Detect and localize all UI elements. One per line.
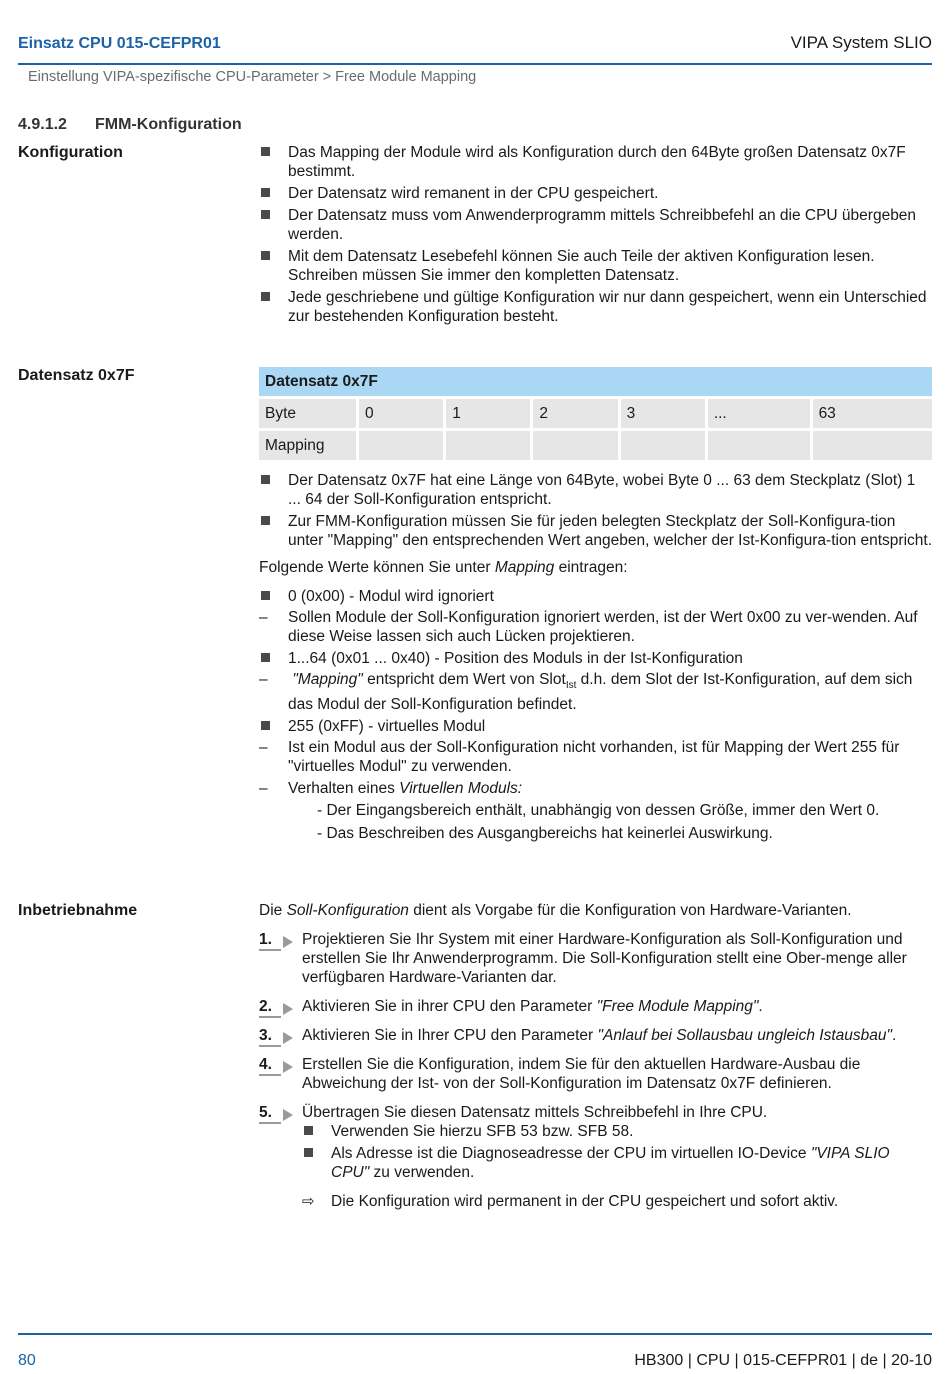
- behaviour-line: - Der Eingangsbereich enthält, unabhängig von dessen Größe, immer den Wert 0.: [317, 802, 880, 820]
- datensatz-table-wrap: [256, 364, 935, 463]
- step-arrow-icon: [283, 1032, 293, 1044]
- table-cell: 1: [446, 399, 530, 428]
- table-cell: [813, 431, 932, 460]
- section-number: 4.9.1.2: [18, 116, 67, 133]
- table-cell: 3: [621, 399, 705, 428]
- dash-item: – "Mapping" entspricht dem Wert von Slot$_{Ist}$ d.h. dem Slot der Ist-Konfiguration, auf dem sich das Modul der Soll-Konfiguration befindet.: [259, 670, 932, 714]
- header-divider: [18, 63, 932, 65]
- step-item: 4. Erstellen Sie die Konfiguration, indem Sie für den aktuellen Hardware-Ausbau die Abweichung der Ist- von der Soll-Konfiguration im Datensatz 0x7F definieren.: [259, 1056, 861, 1092]
- page-number: 80: [18, 1352, 36, 1369]
- table-cell: Byte: [259, 399, 356, 428]
- step-arrow-icon: [283, 1061, 293, 1073]
- dash-item: – Sollen Module der Soll-Konfiguration ignoriert werden, ist der Wert 0x00 zu ver-wenden. Auf diese Weise lassen sich auch Lücken projektieren.: [259, 608, 932, 646]
- values-intro: Folgende Werte können Sie unter Mapping eintragen:: [259, 559, 628, 576]
- konfiguration-content: [259, 143, 932, 329]
- list-item: Der Datensatz wird remanent in der CPU gespeichert.: [259, 184, 932, 203]
- list-item: 255 (0xFF) - virtuelles Modul – Ist ein Modul aus der Soll-Konfiguration nicht vorhanden, ist für Mapping der Wert 255 für "virtuelles Modul" zu verwenden. – Verhalten eines Virtuellen Moduls: - Der Eingangsbereich enthält, unabhängig von dessen Größe, immer den Wert 0. - Das Beschreiben des Ausgangbereichs hat keinerlei Auswirkung.: [259, 717, 932, 843]
- table-cell: [359, 431, 443, 460]
- result-arrow-icon: ⇨: [302, 1193, 315, 1210]
- table-cell: [621, 431, 705, 460]
- step-number: 1.: [259, 930, 293, 949]
- step-item: 5. Übertragen Sie diesen Datensatz mittels Schreibbefehl in Ihre CPU. Verwenden Sie hierzu SFB 53 bzw. SFB 58. Als Adresse ist die Diagnoseadresse der CPU im virtuellen IO-Device "VIPA SLIO CPU" zu verwenden. ⇨ Die Konfiguration wird permanent in der CPU gespeichert und sofort aktiv.: [259, 1103, 932, 1211]
- table-cell: [533, 431, 617, 460]
- table-row: [259, 399, 932, 428]
- list-item: Der Datensatz muss vom Anwenderprogramm mittels Schreibbefehl an die CPU übergeben werden.: [259, 206, 932, 244]
- document-chapter-title: Einsatz CPU 015-CEFPR01: [18, 35, 221, 52]
- step-arrow-icon: [283, 936, 293, 948]
- list-item: 1...64 (0x01 ... 0x40) - Position des Moduls in der Ist-Konfiguration – "Mapping" entspricht dem Wert von Slot$_{Ist}$ d.h. dem Slot der Ist-Konfiguration, auf dem sich das Modul der Soll-Konfiguration befindet.: [259, 649, 932, 714]
- table-title: Datensatz 0x7F: [259, 367, 932, 396]
- step-item: 3. Aktivieren Sie in Ihrer CPU den Parameter "Anlauf bei Sollausbau ungleich Istausbau".: [259, 1027, 897, 1044]
- step-number: 2.: [259, 997, 293, 1016]
- step-number: 3.: [259, 1026, 293, 1045]
- step5-list: [302, 1122, 932, 1182]
- step-arrow-icon: [283, 1109, 293, 1121]
- table-cell: [446, 431, 530, 460]
- table-cell: 63: [813, 399, 932, 428]
- list-item: Als Adresse ist die Diagnoseadresse der CPU im virtuellen IO-Device "VIPA SLIO CPU" zu verwenden.: [302, 1144, 932, 1182]
- datensatz-content: [259, 471, 932, 847]
- step-arrow-icon: [283, 1003, 293, 1015]
- footer-divider: [18, 1333, 932, 1335]
- side-heading-datensatz: Datensatz 0x7F: [18, 367, 135, 384]
- list-item: Mit dem Datensatz Lesebefehl können Sie auch Teile der aktiven Konfiguration lesen. Schreiben müssen Sie immer den kompletten Datensatz.: [259, 247, 932, 285]
- datensatz-list: [259, 471, 932, 550]
- breadcrumb: Einstellung VIPA-spezifische CPU-Parameter > Free Module Mapping: [28, 69, 477, 85]
- dash-list: [259, 608, 932, 646]
- inbetriebnahme-content: [259, 901, 932, 1221]
- dash-item: – Ist ein Modul aus der Soll-Konfiguration nicht vorhanden, ist für Mapping der Wert 255 für "virtuelles Modul" zu verwenden.: [259, 738, 932, 776]
- konfiguration-list: [259, 143, 932, 326]
- behaviour-line: - Das Beschreiben des Ausgangbereichs hat keinerlei Auswirkung.: [317, 825, 773, 843]
- list-item: Der Datensatz 0x7F hat eine Länge von 64Byte, wobei Byte 0 ... 63 dem Steckplatz (Slot) 1 ... 64 der Soll-Konfiguration entspricht.: [259, 471, 932, 509]
- step-number: 5.: [259, 1103, 293, 1122]
- table-cell: [708, 431, 810, 460]
- side-heading-inbetriebnahme: Inbetriebnahme: [18, 902, 138, 919]
- datensatz-table: [256, 364, 935, 463]
- table-cell: 0: [359, 399, 443, 428]
- dash-list: [259, 670, 932, 714]
- table-row: [259, 431, 932, 460]
- dash-item: – Verhalten eines Virtuellen Moduls:: [259, 779, 932, 798]
- table-cell: 2: [533, 399, 617, 428]
- step-item: 2. Aktivieren Sie in ihrer CPU den Parameter "Free Module Mapping".: [259, 998, 763, 1015]
- values-list: [259, 587, 932, 843]
- result-line: ⇨ Die Konfiguration wird permanent in der CPU gespeichert und sofort aktiv.: [302, 1193, 839, 1210]
- side-heading-konfiguration: Konfiguration: [18, 144, 123, 161]
- product-title: VIPA System SLIO: [790, 33, 932, 52]
- document-reference: HB300 | CPU | 015-CEFPR01 | de | 20-10: [634, 1352, 932, 1369]
- list-item: Jede geschriebene und gültige Konfiguration wir nur dann gespeichert, wenn ein Unterschied zur bestehenden Konfiguration besteht.: [259, 288, 932, 326]
- table-cell: Mapping: [259, 431, 356, 460]
- list-item: Das Mapping der Module wird als Konfiguration durch den 64Byte großen Datensatz 0x7F bestimmt.: [259, 143, 932, 181]
- step-item: 1. Projektieren Sie Ihr System mit einer Hardware-Konfiguration als Soll-Konfiguration und erstellen Sie Ihr Anwenderprogramm. Die Soll-Konfiguration stellt eine Ober-menge aller verfügbaren Hardware-Varianten dar.: [259, 931, 907, 986]
- list-item: Zur FMM-Konfiguration müssen Sie für jeden belegten Steckplatz der Soll-Konfigura-tion unter "Mapping" den entsprechenden Wert angeben, welcher der Ist-Konfigura-tion entspricht.: [259, 512, 932, 550]
- dash-list: [259, 738, 932, 798]
- table-cell: ...: [708, 399, 810, 428]
- list-item: Verwenden Sie hierzu SFB 53 bzw. SFB 58.: [302, 1122, 932, 1141]
- inbetriebnahme-intro: Die Soll-Konfiguration dient als Vorgabe für die Konfiguration von Hardware-Varianten.: [259, 902, 852, 919]
- step-list: [259, 930, 932, 1211]
- list-item: 0 (0x00) - Modul wird ignoriert – Sollen Module der Soll-Konfiguration ignoriert werden, ist der Wert 0x00 zu ver-wenden. Auf diese Weise lassen sich auch Lücken projektieren.: [259, 587, 932, 646]
- section-title: FMM-Konfiguration: [95, 116, 242, 133]
- step-number: 4.: [259, 1055, 293, 1074]
